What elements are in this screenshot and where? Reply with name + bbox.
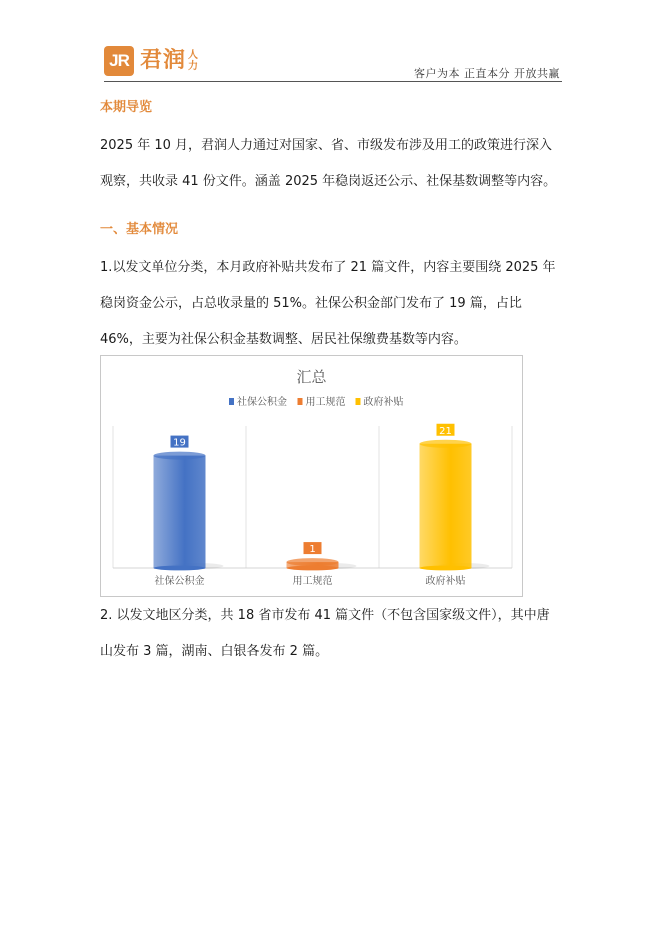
bar-cap [154,452,206,460]
bar-base [287,566,339,571]
legend-swatch [356,398,361,405]
header-slogan: 客户为本 正直本分 开放共赢 [414,67,560,80]
overview-paragraph: 2025 年 10 月，君润人力通过对国家、省、市级发布涉及用工的政策进行深入观察，共收录 41 份文件。涵盖 2025 年稳岗返还公示、社保基数调整等内容。 [100,138,557,189]
bar-cap [420,440,472,448]
x-tick-label: 用工规范 [292,576,333,587]
page-header [104,44,562,84]
logo-subtext: 人力 [188,50,198,72]
chart-canvas [101,356,522,596]
bar-base [154,566,206,571]
overview-heading: 本期导览 [100,100,153,115]
summary-chart [100,355,523,597]
x-tick-label: 社保公积金 [154,576,205,587]
data-label: 1 [309,544,316,556]
legend-label: 社保公积金 [237,397,287,408]
logo-icon: JR [104,46,134,76]
data-label: 21 [439,425,452,437]
basic-info-paragraph-2: 2. 以发文地区分类，共 18 省市发布 41 篇文件（不包含国家级文件），其中唐山发布 3 篇，湖南、白银各发布 2 篇。 [100,608,550,659]
bar [154,456,206,568]
legend-swatch [229,398,234,405]
x-tick-label: 政府补贴 [425,576,466,587]
bar [420,444,472,568]
legend-label: 政府补贴 [363,397,404,408]
header-divider [104,81,562,82]
bar-base [420,566,472,571]
logo-text: 君润 [140,48,187,73]
data-label: 19 [173,437,186,449]
legend-swatch [298,398,303,405]
basic-info-heading: 一、基本情况 [100,222,179,237]
basic-info-paragraph-1: 1.以发文单位分类，本月政府补贴共发布了 21 篇文件，内容主要围绕 2025 年稳岗资金公示，占总收录量的 51%。社保公积金部门发布了 19 篇，占比 46%，主要为社保公积金基数调整、居民社保缴费基数等内容。 [100,260,556,347]
legend-label: 用工规范 [305,397,346,408]
chart-title: 汇总 [296,368,327,386]
bar-cap [287,558,339,566]
